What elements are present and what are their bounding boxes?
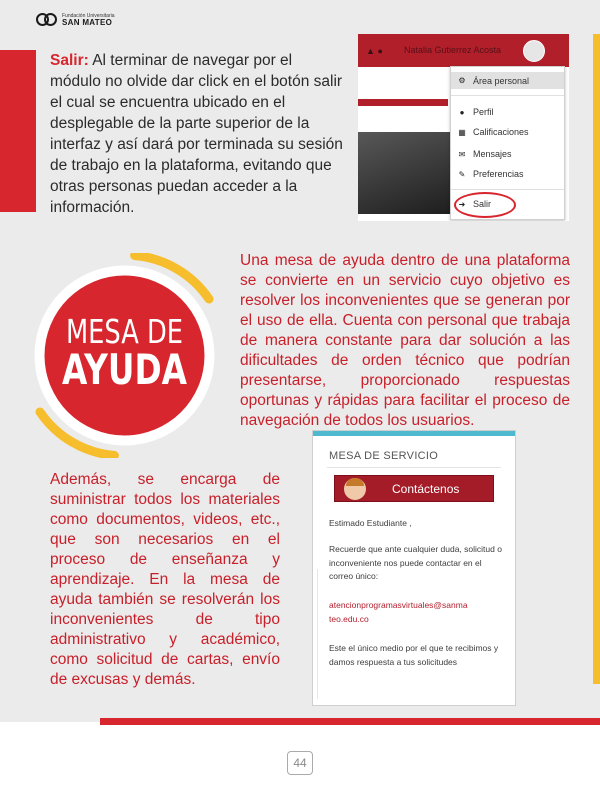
mesa-de-ayuda-badge (22, 253, 227, 458)
badge-line-1: MESA DE (65, 312, 184, 351)
dashboard-icon: ⚙ (458, 76, 466, 85)
menu-item-label: Área personal (473, 75, 530, 86)
salir-body: Al terminar de navegar por el módulo no olvide dar click en el botón salir el cual se encuentra ubicado en el desplegable de la parte superior de la interfaz y así dará por terminada su sesión de trabajo en la plataforma, evitando que otras personas puedan acceder a la información. (50, 52, 343, 216)
logo-mark-icon (36, 12, 58, 29)
user-avatar (523, 40, 545, 62)
logo-title: SAN MATEO (62, 18, 113, 27)
response-note: Este el único medio por el que te recibimos y damos respuesta a tus solicitudes (329, 643, 499, 667)
menu-item-preferencias[interactable] (451, 169, 564, 179)
mesa-de-servicio-screenshot (312, 430, 516, 706)
support-email-link[interactable] (329, 599, 507, 626)
contactenos-label: Contáctenos (392, 482, 460, 496)
scroll-track (317, 569, 318, 699)
page-stripe (358, 99, 448, 106)
block-top-border (313, 431, 515, 436)
messages-icon: ✉ (458, 149, 466, 159)
menu-item-area-personal[interactable] (451, 72, 564, 89)
university-logo (36, 12, 115, 29)
salir-lead: Salir: (50, 52, 89, 69)
mesa-de-ayuda-paragraph: Una mesa de ayuda dentro de una plataforma se convierte en un servicio cuyo objetivo es resolver los inconvenientes que se generan por el uso de ella. Cuenta con personal que trabaja de manera constante para dar solución a las dificultades de orden técnico que podrían presentarse, proporcionado respuestas oportunas y rápidas para facilitar el proceso de navegación de todos los usuarios. (240, 252, 570, 429)
grades-icon: ▦ (458, 127, 466, 137)
title-divider (327, 467, 501, 468)
badge-line-2: AYUDA (61, 344, 188, 395)
salir-paragraph (50, 50, 345, 218)
menu-item-label: Preferencias (473, 169, 524, 179)
footer-red-bar (100, 718, 600, 725)
right-yellow-accent (593, 34, 600, 684)
email-line-1: atencionprogramasvirtuales@sanma (329, 600, 468, 610)
logo-subtitle: Fundación Universitaria (62, 13, 115, 19)
block-title: MESA DE SERVICIO (329, 450, 439, 462)
ademas-paragraph: Además, se encarga de suministrar todos los materiales como documentos, videos, etc., que son necesarios en el proceso de enseñanza y aprendizaje. En la mesa de ayuda también se resolverán los inconvenientes de tipo administrativo y académico, como solicitud de cartas, envío de excusas y demás. (50, 471, 280, 688)
header-icons (366, 46, 383, 56)
contactenos-button[interactable] (334, 475, 494, 502)
user-icon: ● (459, 107, 465, 117)
email-line-2: teo.edu.co (329, 613, 369, 624)
page-number: 44 (287, 751, 313, 775)
menu-item-label: Mensajes (473, 149, 512, 159)
wrench-icon: ✎ (458, 169, 466, 179)
contact-instructions: Recuerde que ante cualquier duda, solicitud o inconveniente nos puede contactar en el correo único: (329, 544, 502, 581)
greeting-text: Estimado Estudiante , (329, 518, 412, 528)
logout-icon: ➜ (458, 199, 466, 209)
salir-highlight-ring (454, 192, 516, 218)
page-banner-image (358, 132, 450, 214)
menu-item-mensajes[interactable] (451, 149, 564, 159)
user-name: Natalia Gutierrez Acosta (404, 45, 502, 55)
menu-item-label: Perfil (473, 107, 494, 117)
menu-item-label: Salir (473, 199, 492, 209)
menu-item-perfil[interactable] (451, 107, 564, 117)
left-red-accent (0, 50, 36, 212)
menu-item-label: Calificaciones (473, 127, 529, 137)
menu-divider (451, 189, 564, 190)
menu-item-calificaciones[interactable] (451, 127, 564, 137)
agent-avatar (344, 478, 366, 500)
user-menu-screenshot (358, 34, 569, 221)
notification-bell-icon: ▲ (366, 46, 375, 56)
menu-divider (451, 95, 564, 96)
chat-icon: ● (377, 46, 383, 56)
